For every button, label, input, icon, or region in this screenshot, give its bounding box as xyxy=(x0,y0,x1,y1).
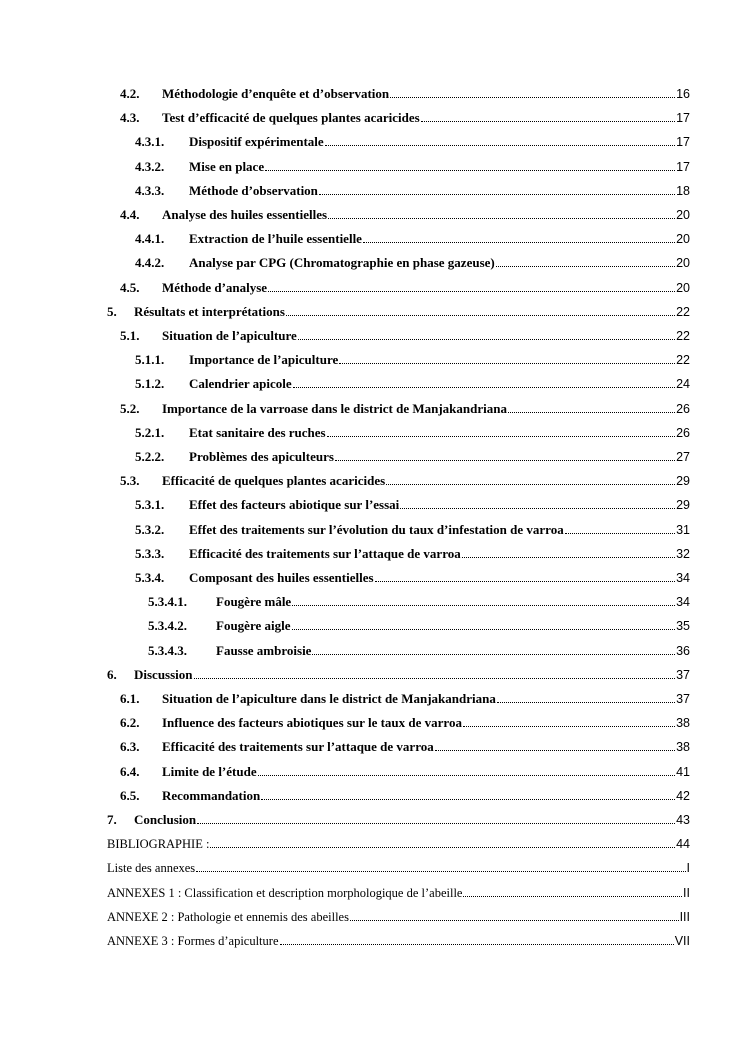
dot-leader xyxy=(194,678,676,679)
toc-entry-page: 27 xyxy=(676,450,690,464)
toc-entry[interactable] xyxy=(148,616,690,634)
toc-entry[interactable] xyxy=(107,665,690,683)
toc-entry-page: 18 xyxy=(676,183,690,198)
toc-entry-title: ANNEXES 1 : Classification et description morphologique de l’abeille xyxy=(107,885,463,900)
toc-entry-page: 24 xyxy=(676,377,690,392)
dot-leader xyxy=(328,218,675,219)
toc-entry-title: Extraction de l’huile essentielle xyxy=(189,231,362,247)
toc-entry-number: 5.3.4.1. xyxy=(148,594,187,610)
toc-entry-number: 5.1. xyxy=(120,328,140,343)
toc-entry-page: 35 xyxy=(676,619,690,634)
dot-leader xyxy=(508,412,675,413)
toc-entry-title: Efficacité des traitements sur l’attaque de varroa xyxy=(189,545,461,561)
toc-entry[interactable] xyxy=(135,544,690,562)
toc-entry-number: 5.3.4.2. xyxy=(148,618,187,634)
toc-entry-title: Limite de l’étude xyxy=(162,763,257,779)
toc-entry-number: 4.4. xyxy=(120,207,140,222)
dot-leader xyxy=(292,605,675,606)
toc-entry-title: Composant des huiles essentielles xyxy=(189,570,374,585)
toc-entry-page: 36 xyxy=(676,643,690,658)
toc-entry[interactable] xyxy=(135,520,690,538)
toc-entry[interactable] xyxy=(107,810,690,828)
toc-entry-number: 4.3.2. xyxy=(135,158,165,174)
toc-entry-page: 37 xyxy=(676,692,690,706)
dot-leader xyxy=(496,266,675,267)
toc-entry-title: Etat sanitaire des ruches xyxy=(189,424,326,440)
toc-entry-title: Test d’efficacité de quelques plantes acaricides xyxy=(162,110,420,126)
toc-entry[interactable] xyxy=(120,108,690,126)
toc-entry-title: Fougère mâle xyxy=(216,594,292,610)
toc-entry-number: 4.4.2. xyxy=(135,255,165,271)
toc-entry-title: Conclusion xyxy=(134,812,197,827)
toc-entry[interactable] xyxy=(135,253,690,271)
toc-entry[interactable] xyxy=(135,157,690,175)
dot-leader xyxy=(197,823,675,824)
toc-entry-title: Analyse des huiles essentielles xyxy=(162,207,328,222)
dot-leader xyxy=(268,291,675,292)
toc-entry-page: 26 xyxy=(676,401,690,416)
dot-leader xyxy=(327,436,675,437)
toc-entry[interactable] xyxy=(135,132,690,150)
toc-entry-title: Effet des facteurs abiotique sur l’essai xyxy=(189,497,400,513)
toc-entry-page: III xyxy=(679,909,690,924)
toc-entry-number: 5.2.2. xyxy=(135,449,165,464)
dot-leader xyxy=(196,871,685,872)
toc-entry-page: VII xyxy=(674,934,690,948)
toc-entry[interactable] xyxy=(120,278,690,296)
toc-entry[interactable] xyxy=(120,786,690,804)
toc-entry-page: I xyxy=(686,861,690,876)
toc-entry-page: 17 xyxy=(676,135,690,150)
toc-entry-title: Dispositif expérimentale xyxy=(189,134,324,150)
toc-entry-number: 7. xyxy=(107,812,117,827)
toc-entry[interactable] xyxy=(135,181,690,199)
toc-entry-number: 6. xyxy=(107,666,117,682)
toc-entry-title: Efficacité des traitements sur l’attaque de varroa xyxy=(162,739,434,755)
dot-leader xyxy=(421,121,675,122)
toc-entry[interactable] xyxy=(148,592,690,610)
dot-leader xyxy=(319,194,675,195)
toc-entry-title: Liste des annexes xyxy=(107,861,196,876)
toc-entry-page: 22 xyxy=(676,353,690,368)
dot-leader xyxy=(565,533,675,534)
dot-leader xyxy=(292,629,676,630)
dot-leader xyxy=(339,363,675,364)
toc-entry-title: Mise en place xyxy=(189,158,265,174)
toc-entry-number: 4.2. xyxy=(120,86,140,101)
dot-leader xyxy=(210,847,675,848)
toc-entry-page: 41 xyxy=(676,764,690,779)
toc-entry-page: 20 xyxy=(676,232,690,247)
toc-entry-page: 20 xyxy=(676,208,690,222)
dot-leader xyxy=(280,944,674,945)
toc-entry[interactable] xyxy=(120,84,690,102)
toc-entry-number: 5.1.2. xyxy=(135,376,165,392)
toc-entry[interactable] xyxy=(135,495,690,513)
toc-entry-title: Importance de l’apiculture xyxy=(189,352,339,368)
toc-entry[interactable] xyxy=(107,858,690,876)
toc-entry[interactable] xyxy=(135,350,690,368)
toc-entry-number: 5.3.4. xyxy=(135,570,165,585)
toc-entry-number: 4.3.1. xyxy=(135,134,165,150)
toc-entry-title: ANNEXE 3 : Formes d’apiculture xyxy=(107,934,279,948)
toc-entry-number: 4.5. xyxy=(120,279,140,295)
dot-leader xyxy=(463,896,682,897)
toc-entry-title: Discussion xyxy=(134,666,193,682)
toc-entry-title: Situation de l’apiculture xyxy=(162,328,297,343)
toc-entry-page: 29 xyxy=(676,474,690,489)
dot-leader xyxy=(286,315,675,316)
toc-entry-number: 6.1. xyxy=(120,691,140,706)
toc-entry-page: 16 xyxy=(676,87,690,101)
toc-entry-title: Importance de la varroase dans le district de Manjakandriana xyxy=(162,400,507,416)
toc-entry-number: 6.2. xyxy=(120,715,140,731)
toc-entry-title: Résultats et interprétations xyxy=(134,303,285,319)
dot-leader xyxy=(258,775,676,776)
toc-entry-number: 5.2.1. xyxy=(135,424,165,440)
dot-leader xyxy=(363,242,675,243)
toc-entry-title: Situation de l’apiculture dans le district de Manjakandriana xyxy=(162,691,496,706)
toc-entry[interactable] xyxy=(120,326,690,344)
toc-entry-page: 17 xyxy=(676,159,690,174)
toc-entry-page: 31 xyxy=(676,522,690,537)
toc-entry[interactable] xyxy=(120,205,690,223)
toc-entry-page: 44 xyxy=(676,837,690,852)
toc-entry[interactable] xyxy=(135,229,690,247)
toc-entry[interactable] xyxy=(107,834,690,852)
toc-entry-page: 42 xyxy=(676,788,690,803)
toc-entry-title: Problèmes des apiculteurs xyxy=(189,449,334,464)
toc-entry[interactable] xyxy=(107,931,690,949)
toc-entry-page: 43 xyxy=(676,813,690,827)
toc-entry-page: 22 xyxy=(676,329,690,343)
dot-leader xyxy=(325,145,675,146)
toc-entry-page: 20 xyxy=(676,280,690,295)
toc-entry-number: 5.3. xyxy=(120,473,140,489)
dot-leader xyxy=(265,170,675,171)
dot-leader xyxy=(390,97,675,98)
toc-entry-title: Calendrier apicole xyxy=(189,376,292,392)
toc-entry[interactable] xyxy=(135,447,690,465)
dot-leader xyxy=(312,654,675,655)
toc-entry-number: 5.3.2. xyxy=(135,521,165,537)
toc-entry-page: 17 xyxy=(676,111,690,126)
toc-entry-title: ANNEXE 2 : Pathologie et ennemis des abeilles xyxy=(107,909,349,924)
toc-entry-title: Effet des traitements sur l’évolution du taux d’infestation de varroa xyxy=(189,521,564,537)
toc-entry-page: 38 xyxy=(676,740,690,755)
toc-entry-title: Recommandation xyxy=(162,787,261,803)
toc-entry-number: 4.3. xyxy=(120,110,140,126)
dot-leader xyxy=(462,557,675,558)
toc-entry-page: II xyxy=(683,885,690,900)
toc-entry[interactable] xyxy=(135,423,690,441)
toc-entry-number: 4.4.1. xyxy=(135,231,165,247)
dot-leader xyxy=(293,387,675,388)
toc-entry-title: Influence des facteurs abiotiques sur le taux de varroa xyxy=(162,715,462,731)
toc-entry[interactable] xyxy=(135,374,690,392)
toc-entry[interactable] xyxy=(107,883,690,901)
toc-entry-title: Efficacité de quelques plantes acaricides xyxy=(162,473,386,489)
toc-entry[interactable] xyxy=(120,471,690,489)
dot-leader xyxy=(335,460,675,461)
toc-entry-page: 34 xyxy=(676,595,690,610)
toc-entry-number: 6.3. xyxy=(120,739,140,755)
toc-entry-page: 29 xyxy=(676,498,690,513)
toc-entry-title: Méthode d’observation xyxy=(189,182,318,198)
toc-entry-number: 5. xyxy=(107,303,117,319)
toc-entry-page: 34 xyxy=(676,571,690,585)
toc-entry-number: 5.3.4.3. xyxy=(148,642,187,658)
toc-entry-number: 5.3.1. xyxy=(135,497,165,513)
toc-entry[interactable] xyxy=(148,641,690,659)
toc-entry-number: 5.1.1. xyxy=(135,352,165,368)
toc-entry[interactable] xyxy=(135,568,690,586)
toc-entry[interactable] xyxy=(120,762,690,780)
toc-entry-number: 6.5. xyxy=(120,787,140,803)
toc-entry-number: 4.3.3. xyxy=(135,182,165,198)
toc-entry-title: Fausse ambroisie xyxy=(216,642,312,658)
dot-leader xyxy=(463,726,675,727)
toc-entry-number: 5.3.3. xyxy=(135,545,165,561)
toc-entry-title: Méthodologie d’enquête et d’observation xyxy=(162,86,390,101)
toc-entry-page: 32 xyxy=(676,546,690,561)
dot-leader xyxy=(375,581,676,582)
dot-leader xyxy=(435,750,675,751)
dot-leader xyxy=(400,508,675,509)
dot-leader xyxy=(261,799,675,800)
toc-entry[interactable] xyxy=(107,907,690,925)
toc-entry[interactable] xyxy=(120,713,690,731)
toc-entry-number: 5.2. xyxy=(120,400,140,416)
toc-entry[interactable] xyxy=(120,737,690,755)
toc-entry-page: 20 xyxy=(676,256,690,271)
toc-entry[interactable] xyxy=(107,302,690,320)
toc-entry[interactable] xyxy=(120,399,690,417)
toc-entry-page: 26 xyxy=(676,425,690,440)
toc-entry-title: BIBLIOGRAPHIE : xyxy=(107,837,210,852)
dot-leader xyxy=(386,484,675,485)
toc-entry-title: Analyse par CPG (Chromatographie en phase gazeuse) xyxy=(189,255,495,271)
toc-entry-title: Fougère aigle xyxy=(216,618,291,634)
toc-entry[interactable] xyxy=(120,689,690,707)
toc-entry-title: Méthode d’analyse xyxy=(162,279,268,295)
dot-leader xyxy=(350,920,679,921)
toc-entry-number: 6.4. xyxy=(120,763,140,779)
toc-entry-page: 37 xyxy=(676,667,690,682)
dot-leader xyxy=(298,339,675,340)
toc-entry-page: 38 xyxy=(676,716,690,731)
dot-leader xyxy=(497,702,675,703)
toc-entry-page: 22 xyxy=(676,304,690,319)
